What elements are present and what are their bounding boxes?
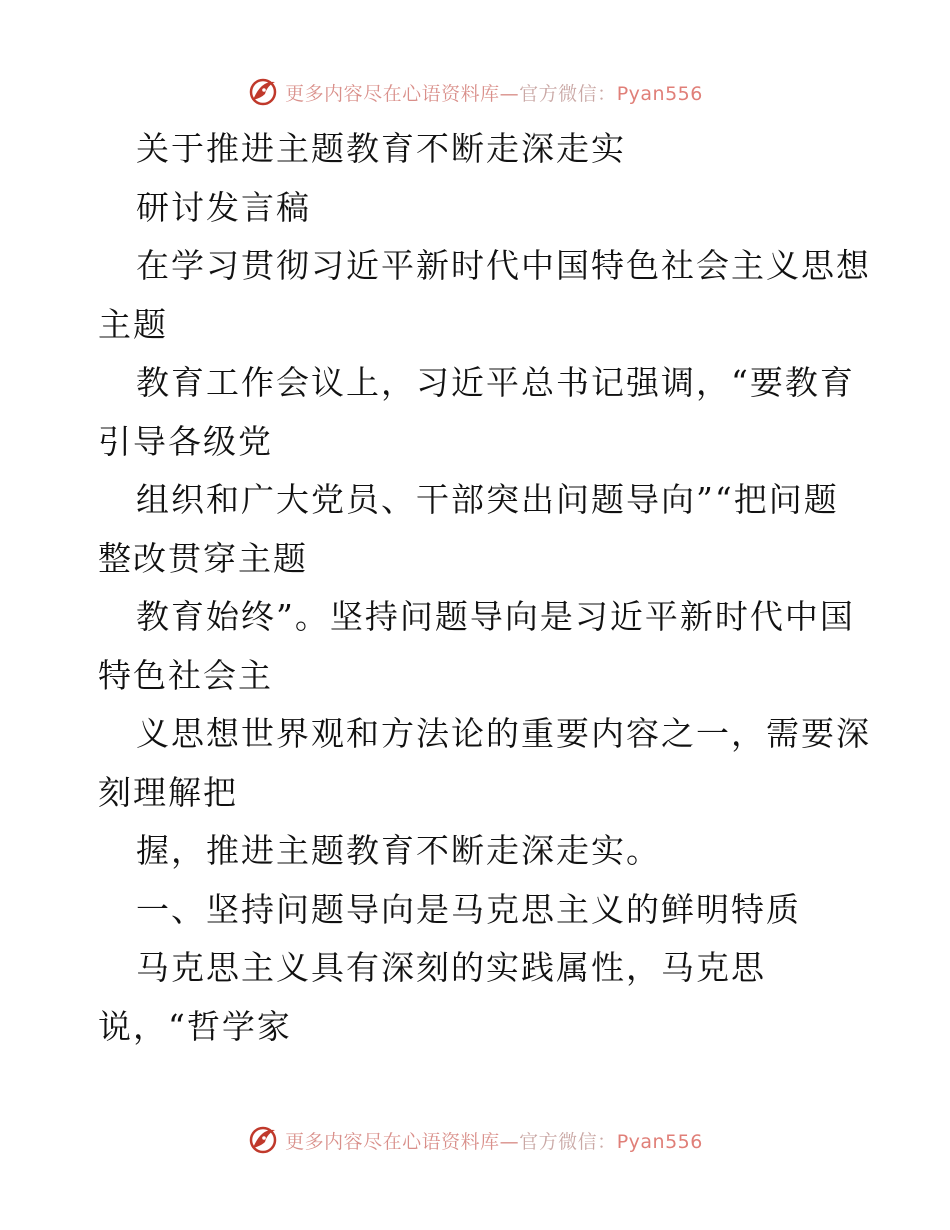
header-watermark — [0, 72, 950, 112]
document-line: 教育始终”。坚持问题导向是习近平新时代中国 — [136, 597, 855, 636]
document-line: 研讨发言稿 — [136, 187, 311, 227]
document-body — [98, 120, 871, 1056]
document-line: 义思想世界观和方法论的重要内容之一，需要深 — [136, 714, 871, 753]
document-line: 关于推进主题教育不断走深走实 — [136, 129, 626, 168]
pen-nib-logo-icon — [247, 1124, 279, 1156]
document-line: 主题 — [98, 304, 168, 344]
document-line: 马克思主义具有深刻的实践属性，马克思 — [136, 948, 766, 987]
document-line: 教育工作会议上，习近平总书记强调，“要教育 — [136, 363, 855, 402]
document-line: 整改贯穿主题 — [98, 538, 308, 578]
document-line: 组织和广大党员、干部突出问题导向”“把问题 — [136, 480, 839, 519]
document-line: 刻理解把 — [98, 772, 238, 812]
document-line: 特色社会主 — [98, 655, 273, 695]
pen-nib-logo-icon — [247, 76, 279, 108]
watermark-text: 更多内容尽在心语资料库—官方微信：Pyan556 — [285, 1130, 703, 1153]
document-line: 握，推进主题教育不断走深走实。 — [136, 831, 661, 870]
footer-watermark — [0, 1120, 950, 1160]
watermark-text: 更多内容尽在心语资料库—官方微信：Pyan556 — [285, 82, 703, 105]
document-line: 在学习贯彻习近平新时代中国特色社会主义思想 — [136, 246, 871, 285]
document-line: 引导各级党 — [98, 421, 273, 461]
document-line: 说，“哲学家 — [98, 1006, 292, 1046]
document-line: 一、坚持问题导向是马克思主义的鲜明特质 — [136, 889, 801, 929]
